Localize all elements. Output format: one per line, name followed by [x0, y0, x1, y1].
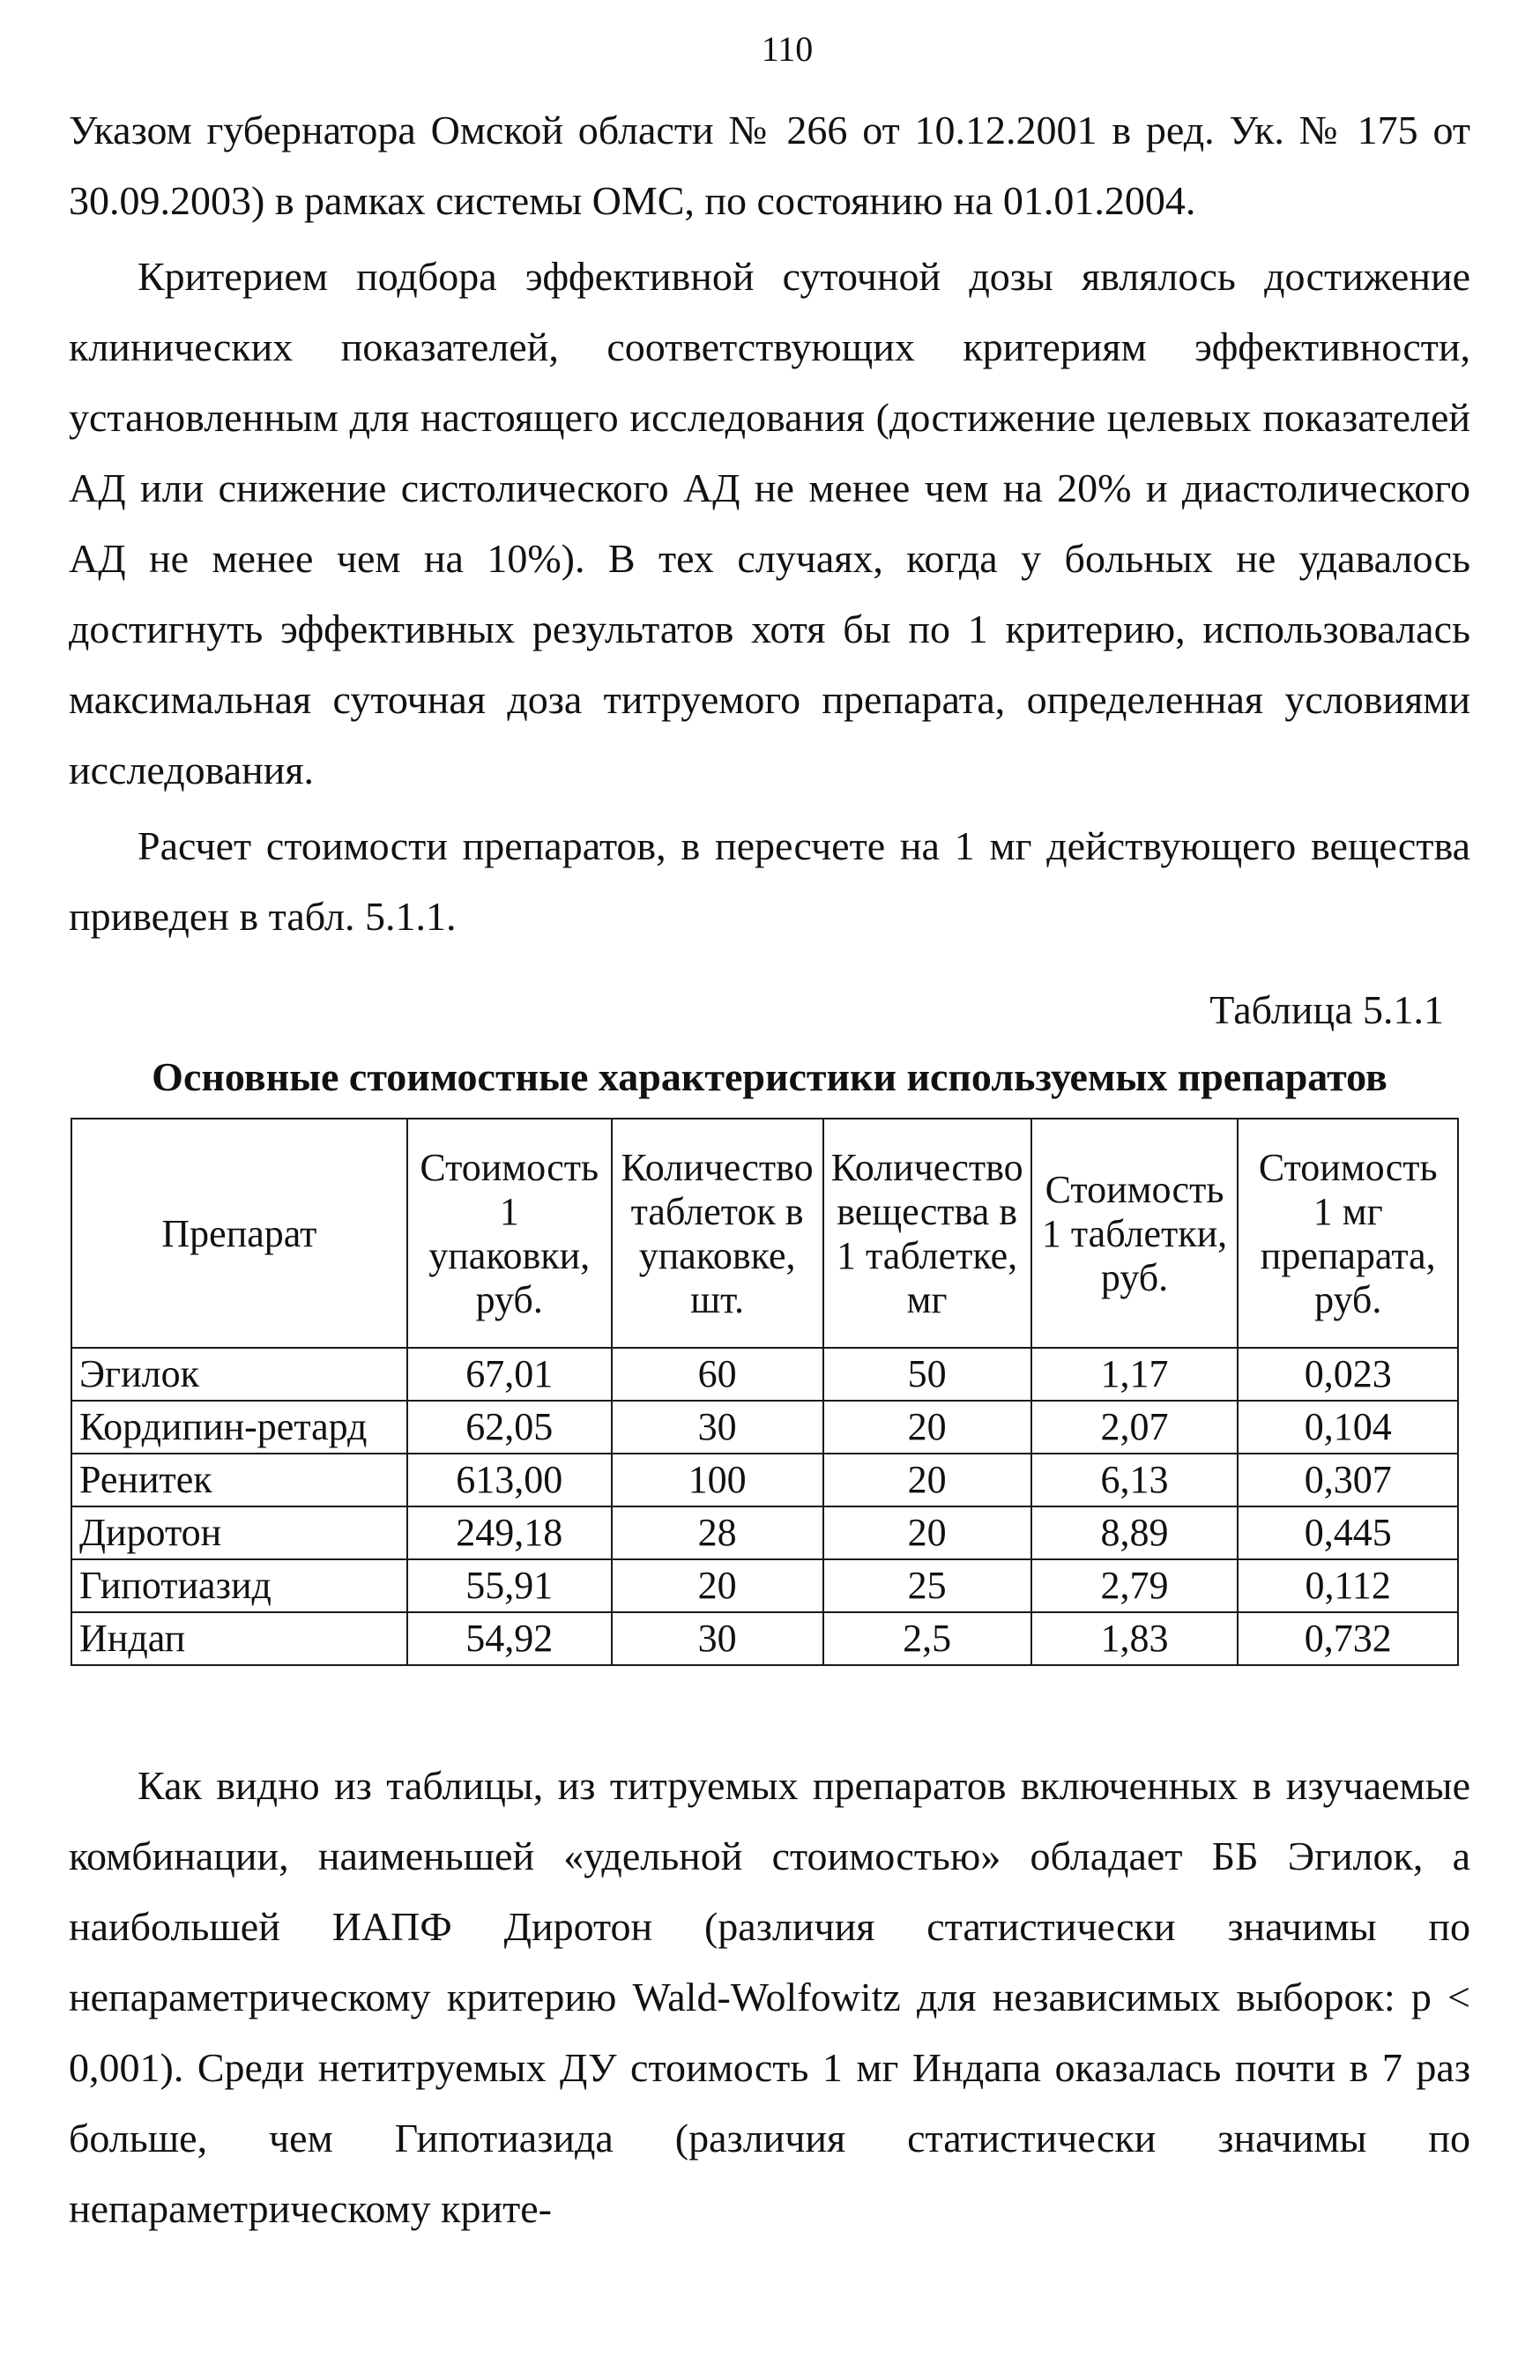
table-row [71, 1348, 1458, 1401]
cell-tablets-per-package: 60 [612, 1348, 823, 1401]
cell-substance-per-tablet: 50 [823, 1348, 1031, 1401]
cell-drug: Диротон [71, 1506, 407, 1559]
paragraph-dose-criteria: Критерием подбора эффективной суточной дозы являлось достижение клинических показателей, соответствующих критериям эффективности, установленным для настоящего исследования (достижение целевых показателей АД или снижение систолического АД не менее чем на 20% и диастолического АД не менее чем на 10%). В тех случаях, когда у больных не удавалось достигнуть эффективных результатов хотя бы по 1 критерию, использовалась максимальная суточная доза титруемого препарата, определенная условиями исследования. [69, 254, 1470, 792]
cell-package-cost: 249,18 [407, 1506, 612, 1559]
cell-tablets-per-package: 100 [612, 1454, 823, 1506]
cell-package-cost: 62,05 [407, 1401, 612, 1454]
cell-substance-per-tablet: 25 [823, 1559, 1031, 1612]
cell-mg-cost: 0,732 [1238, 1612, 1458, 1665]
table-title: Основные стоимостные характеристики используемых препаратов [152, 1054, 1387, 1099]
cell-mg-cost: 0,307 [1238, 1454, 1458, 1506]
page-number: 110 [761, 29, 814, 69]
cell-drug: Кордипин-ретард [71, 1401, 407, 1454]
cell-package-cost: 67,01 [407, 1348, 612, 1401]
table-row [71, 1612, 1458, 1665]
header-substance-per-tablet: Количество вещества в 1 таблетке, мг [823, 1119, 1031, 1348]
cell-drug: Эгилок [71, 1348, 407, 1401]
header-package-cost: Стоимость 1 упаковки, руб. [407, 1119, 612, 1348]
document-page [69, 26, 1470, 2244]
cell-package-cost: 54,92 [407, 1612, 612, 1665]
header-tablets-per-package: Количество таблеток в упаковке, шт. [612, 1119, 823, 1348]
cell-drug: Ренитек [71, 1454, 407, 1506]
cell-tablet-cost: 6,13 [1031, 1454, 1239, 1506]
cell-mg-cost: 0,112 [1238, 1559, 1458, 1612]
cell-tablet-cost: 1,17 [1031, 1348, 1239, 1401]
header-drug: Препарат [71, 1119, 407, 1348]
cell-substance-per-tablet: 20 [823, 1506, 1031, 1559]
cost-table [71, 1118, 1459, 1666]
table-row [71, 1506, 1458, 1559]
cell-drug: Гипотиазид [71, 1559, 407, 1612]
cell-tablets-per-package: 20 [612, 1559, 823, 1612]
paragraph-decree-continuation: Указом губернатора Омской области № 266 от 10.12.2001 в ред. Ук. № 175 от 30.09.2003) в рамках системы ОМС, по состоянию на 01.01.2004. [69, 108, 1470, 223]
paragraph-cost-calculation: Расчет стоимости препаратов, в пересчете на 1 мг действующего вещества приведен в табл. 5.1.1. [69, 823, 1470, 939]
header-mg-cost: Стоимость 1 мг препарата, руб. [1238, 1119, 1458, 1348]
table-header-row [71, 1119, 1458, 1348]
cell-tablets-per-package: 30 [612, 1612, 823, 1665]
paragraph-table-analysis: Как видно из таблицы, из титруемых препаратов включенных в изучаемые комбинации, наименьшей «удельной стоимостью» обладает ББ Эгилок, а наибольшей ИАПФ Диротон (различия статистически значимы по непараметрическому критерию Wald-Wolfowitz для независимых выборок: p < 0,001). Среди нетитруемых ДУ стоимость 1 мг Индапа оказалась почти в 7 раз больше, чем Гипотиазида (различия статистически значимы по непараметрическому крите- [69, 1763, 1470, 2231]
cell-tablets-per-package: 28 [612, 1506, 823, 1559]
cell-substance-per-tablet: 20 [823, 1454, 1031, 1506]
cell-package-cost: 55,91 [407, 1559, 612, 1612]
cell-mg-cost: 0,023 [1238, 1348, 1458, 1401]
cell-substance-per-tablet: 20 [823, 1401, 1031, 1454]
cell-tablet-cost: 2,07 [1031, 1401, 1239, 1454]
cell-package-cost: 613,00 [407, 1454, 612, 1506]
cell-drug: Индап [71, 1612, 407, 1665]
table-label: Таблица 5.1.1 [1209, 987, 1444, 1032]
cell-tablets-per-package: 30 [612, 1401, 823, 1454]
table-row [71, 1559, 1458, 1612]
cell-mg-cost: 0,445 [1238, 1506, 1458, 1559]
cell-tablet-cost: 2,79 [1031, 1559, 1239, 1612]
cell-substance-per-tablet: 2,5 [823, 1612, 1031, 1665]
table-row [71, 1401, 1458, 1454]
table-row [71, 1454, 1458, 1506]
header-tablet-cost: Стоимость 1 таблетки, руб. [1031, 1119, 1239, 1348]
cell-mg-cost: 0,104 [1238, 1401, 1458, 1454]
cell-tablet-cost: 8,89 [1031, 1506, 1239, 1559]
cell-tablet-cost: 1,83 [1031, 1612, 1239, 1665]
